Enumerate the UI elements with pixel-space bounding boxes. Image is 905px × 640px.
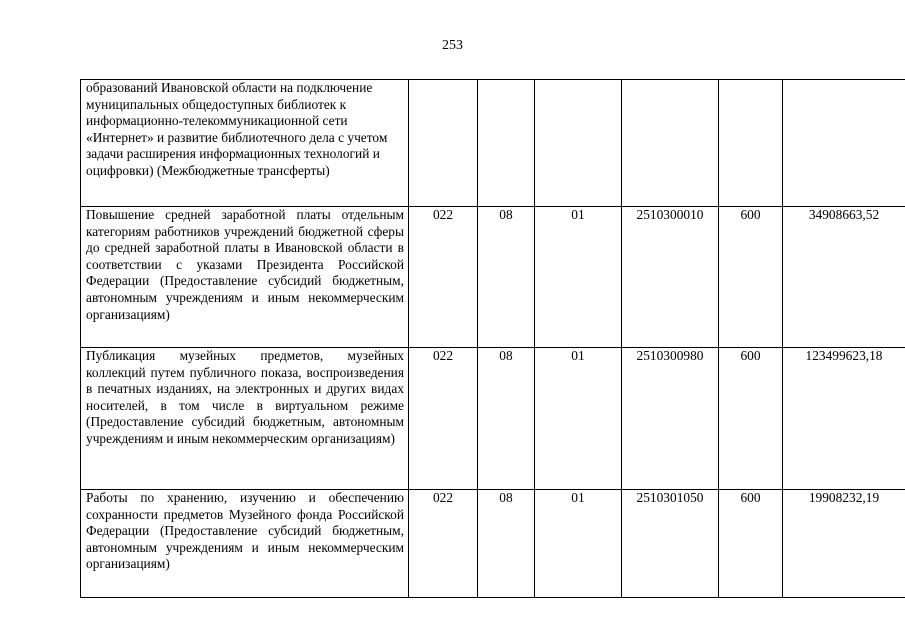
- page-number: 253: [442, 38, 463, 53]
- target-article-cell: [622, 80, 719, 207]
- expense-type-cell: 600: [719, 348, 783, 490]
- ministry-code-cell: [409, 80, 478, 207]
- subsection-code-cell: 01: [535, 207, 622, 348]
- subsection-code-cell: [535, 80, 622, 207]
- target-article-cell: 2510301050: [622, 490, 719, 598]
- expense-type-cell: 600: [719, 490, 783, 598]
- section-code-cell: 08: [478, 207, 535, 348]
- table-row: [81, 490, 905, 598]
- expense-type-cell: [719, 80, 783, 207]
- section-code-cell: 08: [478, 490, 535, 598]
- row-name-cell: Публикация музейных предметов, музейных коллекций путем публичного показа, воспроизведения в печатных изданиях, на электронных и других видах носителей, в том числе в виртуальном режиме (Предоставление субсидий бюджетным, автономным учреждениям и иным некоммерческим организациям): [81, 348, 409, 490]
- row-name-cell: Работы по хранению, изучению и обеспечению сохранности предметов Музейного фонда Российской Федерации (Предоставление субсидий бюджетным, автономным учреждениям и иным некоммерческим организациям): [81, 490, 409, 598]
- budget-table: [80, 79, 905, 598]
- amount-cell: 19908232,19: [783, 490, 905, 598]
- section-code-cell: [478, 80, 535, 207]
- subsection-code-cell: 01: [535, 490, 622, 598]
- amount-cell: 123499623,18: [783, 348, 905, 490]
- target-article-cell: 2510300980: [622, 348, 719, 490]
- ministry-code-cell: 022: [409, 207, 478, 348]
- amount-cell: 34908663,52: [783, 207, 905, 348]
- subsection-code-cell: 01: [535, 348, 622, 490]
- amount-cell: [783, 80, 905, 207]
- target-article-cell: 2510300010: [622, 207, 719, 348]
- section-code-cell: 08: [478, 348, 535, 490]
- table-row: [81, 80, 905, 207]
- ministry-code-cell: 022: [409, 490, 478, 598]
- expense-type-cell: 600: [719, 207, 783, 348]
- table-row: [81, 207, 905, 348]
- row-name-cell: образований Ивановской области на подключение муниципальных общедоступных библиотек к информационно-телекоммуникационной сети «Интернет» и развитие библиотечного дела с учетом задачи расширения информационных технологий и оцифровки) (Межбюджетные трансферты): [81, 80, 409, 207]
- ministry-code-cell: 022: [409, 348, 478, 490]
- table-row: [81, 348, 905, 490]
- row-name-cell: Повышение средней заработной платы отдельным категориям работников учреждений бюджетной сферы до средней заработной платы в Ивановской области в соответствии с указами Президента Российской Федерации (Предоставление субсидий бюджетным, автономным учреждениям и иным некоммерческим организациям): [81, 207, 409, 348]
